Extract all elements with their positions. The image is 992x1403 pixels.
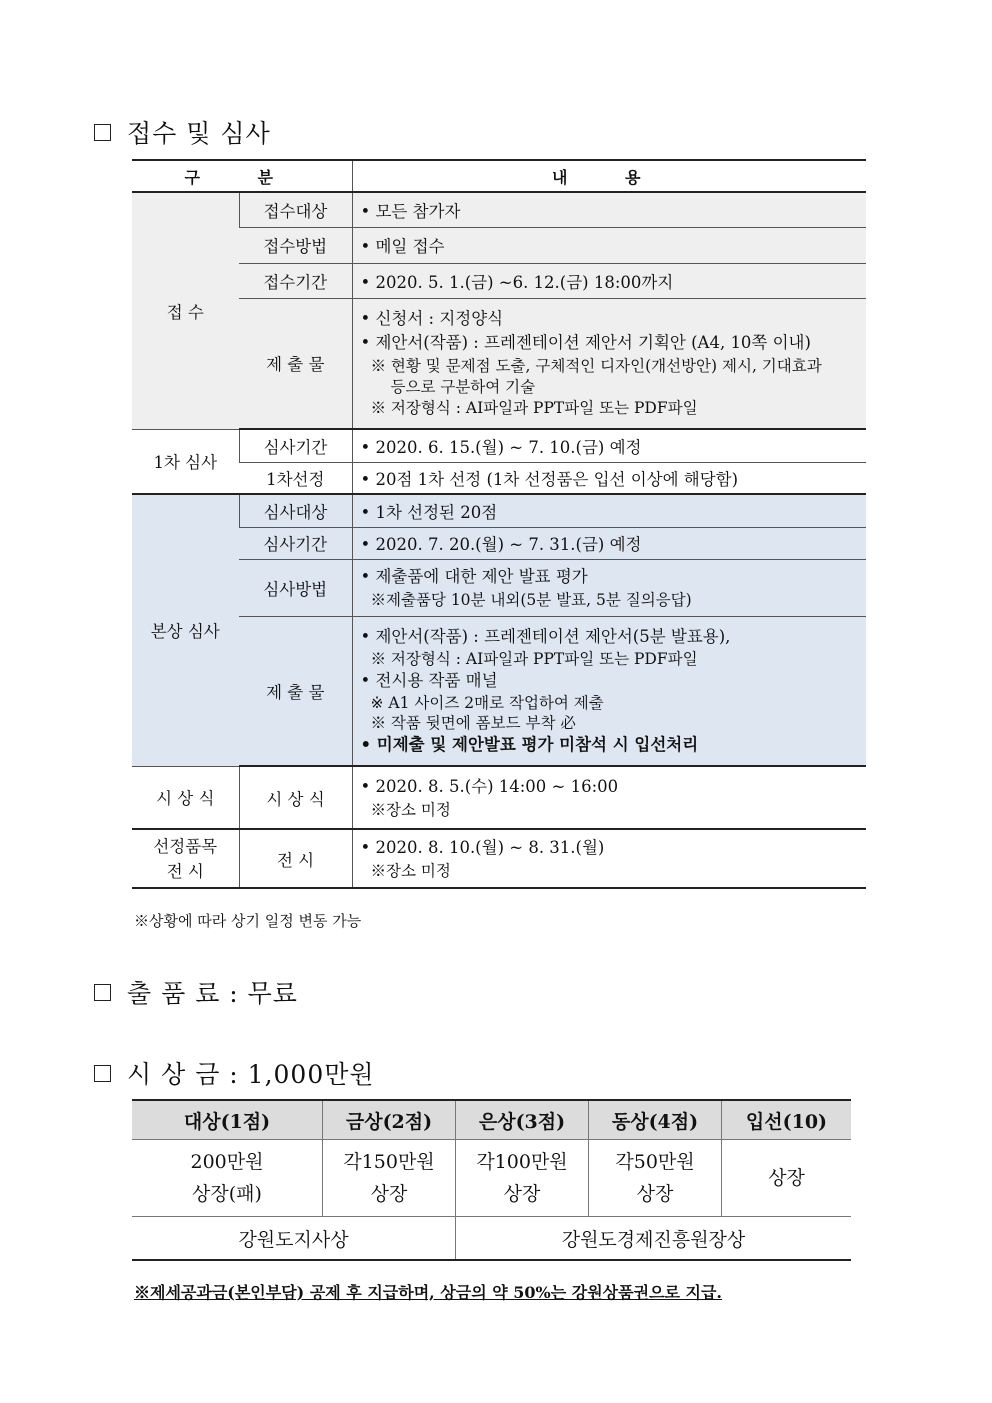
header-content: 내 용 xyxy=(352,160,866,192)
submission-note: ※ A1 사이즈 2매로 작업하여 제출 xyxy=(370,693,604,712)
label-exhibition: 전 시 xyxy=(239,829,352,888)
section-title-prize xyxy=(94,1055,375,1091)
label-ceremony: 시 상 식 xyxy=(239,766,352,829)
prize-header-row xyxy=(132,1100,851,1140)
table-row xyxy=(132,766,866,829)
table-row xyxy=(132,429,866,462)
header-category: 구 분 xyxy=(132,160,352,192)
section-title-text: 시 상 금 : 1,000만원 xyxy=(127,1060,375,1089)
content-main-review-submission xyxy=(352,616,866,766)
table-row xyxy=(132,559,866,616)
prize-amount: 각150만원 xyxy=(343,1151,435,1173)
checkbox-icon xyxy=(94,1065,111,1082)
exhibition-line: • 2020. 8. 10.(월) ~ 8. 31.(월) xyxy=(360,837,605,857)
label-main-review-target: 심사대상 xyxy=(239,494,352,527)
prize-item: 상장 xyxy=(370,1183,408,1205)
label-reception-submission: 제 출 물 xyxy=(239,298,352,429)
prize-item: 상장 xyxy=(503,1183,541,1205)
submission-note: ※ 저장형식 : AI파일과 PPT파일 또는 PDF파일 xyxy=(370,399,698,418)
prize-amount: 각50만원 xyxy=(615,1151,695,1173)
submission-line: • 신청서 : 지정양식 xyxy=(360,309,504,329)
prize-header: 은상(3점) xyxy=(456,1100,589,1140)
content-ceremony xyxy=(352,766,866,829)
prize-value xyxy=(722,1140,852,1217)
label-reception-target: 접수대상 xyxy=(239,192,352,227)
checkbox-icon xyxy=(94,124,111,141)
category-exhibition-line1: 선정품목 xyxy=(153,836,218,856)
table-row xyxy=(132,616,866,766)
section-title-fee xyxy=(94,974,298,1010)
submission-bold-line: • 미제출 및 제안발표 평가 미참석 시 입선처리 xyxy=(360,734,699,754)
label-reception-method: 접수방법 xyxy=(239,227,352,263)
table-row xyxy=(132,227,866,263)
prize-awarder: 강원도경제진흥원장상 xyxy=(456,1217,852,1261)
category-exhibition xyxy=(132,829,239,888)
label-first-review-period: 심사기간 xyxy=(239,429,352,462)
section-title-text: 접수 및 심사 xyxy=(127,119,271,148)
prize-item: 상장 xyxy=(768,1167,805,1189)
table-row xyxy=(132,192,866,227)
prize-amount: 200만원 xyxy=(190,1151,264,1173)
content-first-review-period: • 2020. 6. 15.(월) ~ 7. 10.(금) 예정 xyxy=(352,429,866,462)
content-exhibition xyxy=(352,829,866,888)
label-main-review-period: 심사기간 xyxy=(239,527,352,559)
section-title-reception xyxy=(94,114,271,150)
prize-header: 입선(10) xyxy=(722,1100,852,1140)
ceremony-line: • 2020. 8. 5.(수) 14:00 ~ 16:00 xyxy=(360,776,619,796)
ceremony-note: ※장소 미정 xyxy=(370,800,451,819)
content-main-review-target: • 1차 선정된 20점 xyxy=(352,494,866,527)
submission-note: ※ 작품 뒷면에 폼보드 부착 必 xyxy=(370,713,576,732)
submission-line: • 제안서(작품) : 프레젠테이션 제안서 기획안 (A4, 10쪽 이내) xyxy=(360,333,811,353)
prize-awarder-row xyxy=(132,1217,851,1261)
section-title-text: 출 품 료 : 무료 xyxy=(127,979,298,1008)
submission-note: ※ 현황 및 문제점 도출, 구체적인 디자인(개선방안) 제시, 기대효과 xyxy=(370,357,822,376)
label-main-review-method: 심사방법 xyxy=(239,559,352,616)
submission-note: 등으로 구분하여 기술 xyxy=(390,378,536,397)
exhibition-note: ※장소 미정 xyxy=(370,861,451,880)
content-first-review-selection: • 20점 1차 선정 (1차 선정품은 입선 이상에 해당함) xyxy=(352,462,866,494)
table-row xyxy=(132,494,866,527)
table-row xyxy=(132,263,866,298)
table-row xyxy=(132,298,866,429)
table-row xyxy=(132,829,866,888)
prize-table xyxy=(132,1099,851,1261)
label-first-review-selection: 1차선정 xyxy=(239,462,352,494)
prize-header: 대상(1점) xyxy=(132,1100,323,1140)
prize-header: 금상(2점) xyxy=(323,1100,456,1140)
content-reception-method: • 메일 접수 xyxy=(352,227,866,263)
content-main-review-method xyxy=(352,559,866,616)
table-row xyxy=(132,462,866,494)
method-line: • 제출품에 대한 제안 발표 평가 xyxy=(360,566,588,586)
submission-line: • 전시용 작품 매널 xyxy=(360,670,498,690)
prize-value xyxy=(456,1140,589,1217)
content-reception-submission xyxy=(352,298,866,429)
table-header-row xyxy=(132,160,866,192)
content-main-review-period: • 2020. 7. 20.(월) ~ 7. 31.(금) 예정 xyxy=(352,527,866,559)
prize-value xyxy=(132,1140,323,1217)
prize-header: 동상(4점) xyxy=(589,1100,722,1140)
label-main-review-submission: 제 출 물 xyxy=(239,616,352,766)
category-ceremony: 시 상 식 xyxy=(132,766,239,829)
prize-item: 상장(패) xyxy=(192,1183,262,1205)
content-reception-target: • 모든 참가자 xyxy=(352,192,866,227)
category-exhibition-line2: 전 시 xyxy=(166,861,204,881)
prize-item: 상장 xyxy=(636,1183,674,1205)
category-first-review: 1차 심사 xyxy=(132,429,239,494)
submission-note: ※ 저장형식 : AI파일과 PPT파일 또는 PDF파일 xyxy=(370,649,698,668)
label-reception-period: 접수기간 xyxy=(239,263,352,298)
prize-amount: 각100만원 xyxy=(476,1151,568,1173)
method-note: ※제출품당 10분 내외(5분 발표, 5분 질의응답) xyxy=(370,590,692,609)
schedule-table xyxy=(132,159,866,889)
prize-notice: ※제세공과금(본인부담) 공제 후 지급하며, 상금의 약 50%는 강원상품권으로 지급. xyxy=(134,1283,722,1302)
category-reception: 접 수 xyxy=(132,192,239,429)
prize-value-row xyxy=(132,1140,851,1217)
schedule-footnote: ※상황에 따라 상기 일정 변동 가능 xyxy=(134,912,362,930)
prize-awarder: 강원도지사상 xyxy=(132,1217,456,1261)
content-reception-period: • 2020. 5. 1.(금) ~6. 12.(금) 18:00까지 xyxy=(352,263,866,298)
checkbox-icon xyxy=(94,984,111,1001)
prize-value xyxy=(323,1140,456,1217)
submission-line: • 제안서(작품) : 프레젠테이션 제안서(5분 발표용), xyxy=(360,626,731,646)
category-main-review: 본상 심사 xyxy=(132,494,239,766)
prize-value xyxy=(589,1140,722,1217)
table-row xyxy=(132,527,866,559)
